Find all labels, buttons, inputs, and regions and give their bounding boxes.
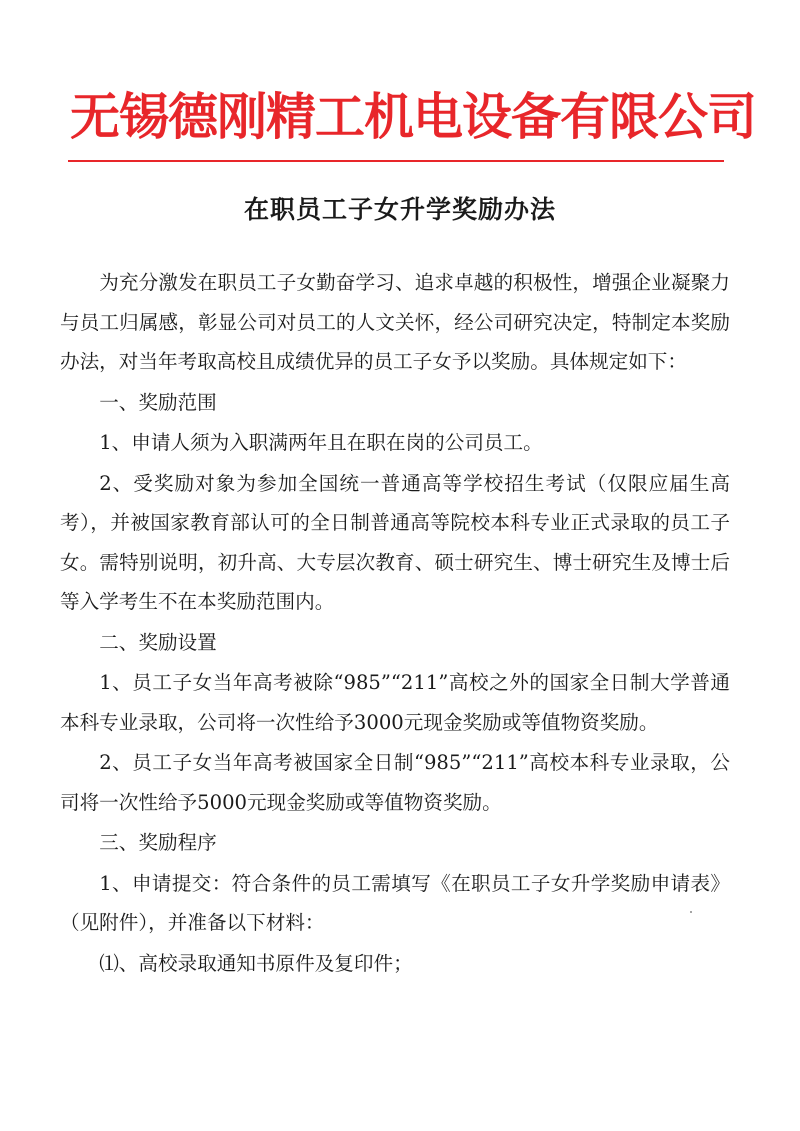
section-heading-procedure: 三、奖励程序 <box>99 831 217 854</box>
document-body <box>60 263 730 983</box>
settings-item-2: 2、员工子女当年高考被国家全日制“985”“211”高校本科专业录取，公司将一次性给予5000元现金奖励或等值物资奖励。 <box>60 751 730 814</box>
settings-item-1: 1、员工子女当年高考被除“985”“211”高校之外的国家全日制大学普通本科专业录取，公司将一次性给予3000元现金奖励或等值物资奖励。 <box>60 671 730 734</box>
procedure-subitem-1: ⑴、高校录取通知书原件及复印件； <box>99 951 413 975</box>
section-heading-settings: 二、奖励设置 <box>99 630 217 654</box>
procedure-item-1: 1、申请提交：符合条件的员工需填写《在职员工子女升学奖励申请表》（见附件），并准备以下材料： <box>60 871 730 934</box>
company-letterhead: 无锡德刚精工机电设备有限公司 <box>70 88 756 146</box>
intro-paragraph: 为充分激发在职员工子女勤奋学习、追求卓越的积极性，增强企业凝聚力与员工归属感，彰显公司对员工的人文关怀，经公司研究决定，特制定本奖励办法，对当年考取高校且成绩优异的员工子女予以奖励。具体规定如下： <box>60 271 730 373</box>
letterhead-divider <box>68 160 724 162</box>
scope-item-1: 1、申请人须为入职满两年且在职在岗的公司员工。 <box>99 431 543 454</box>
scan-artifact <box>690 911 692 913</box>
document-title: 在职员工子女升学奖励办法 <box>243 195 556 224</box>
scope-item-2: 2、受奖励对象为参加全国统一普通高等学校招生考试（仅限应届生高考），并被国家教育部认可的全日制普通高等院校本科专业正式录取的员工子女。需特别说明，初升高、大专层次教育、硕士研究生、博士研究生及博士后等入学考生不在本奖励范围内。 <box>60 471 730 613</box>
section-heading-scope: 一、奖励范围 <box>99 390 217 414</box>
